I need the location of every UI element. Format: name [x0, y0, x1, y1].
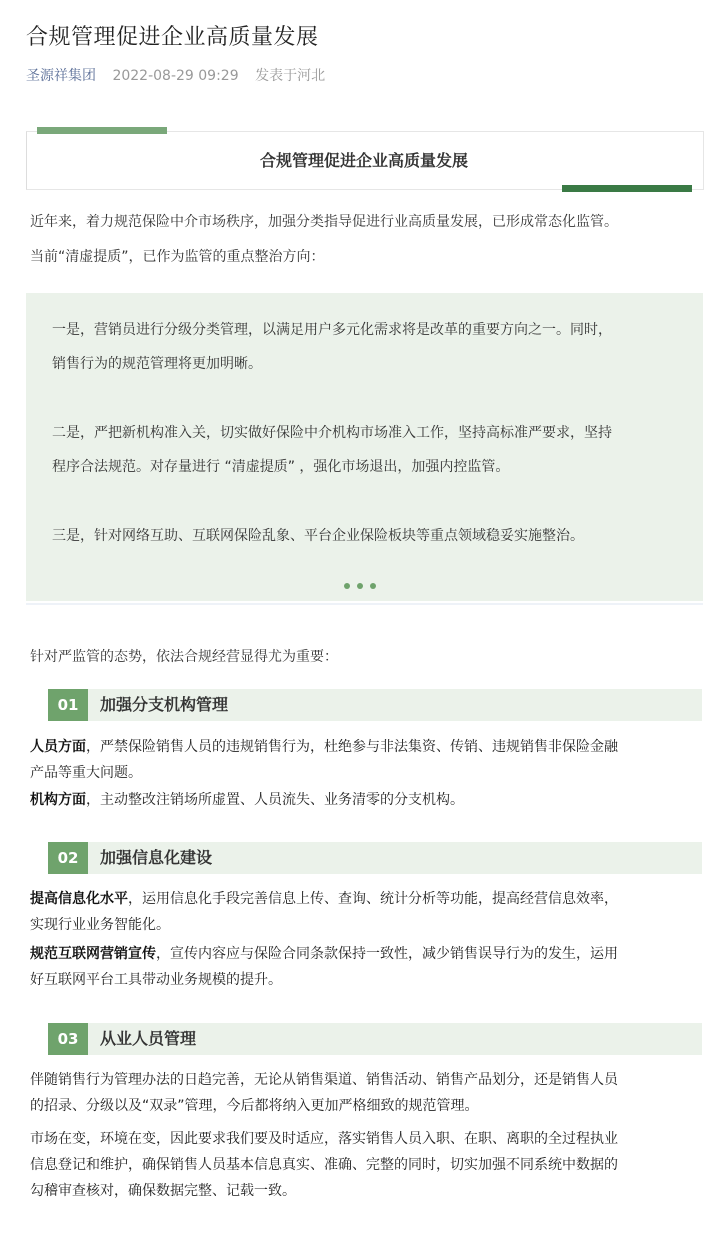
section-01-para-2-line-1: 机构方面，主动整改注销场所虚置、人员流失、业务清零的分支机构。	[30, 792, 464, 808]
point-1-line-1: 一是，营销员进行分级分类管理，以满足用户多元化需求将是改革的重要方向之一。同时，	[52, 322, 612, 338]
ellipsis-dots-icon	[344, 574, 383, 593]
divider	[26, 603, 703, 605]
section-01-para-1-line-1: 人员方面，严禁保险销售人员的违规销售行为，杜绝参与非法集资、传销、违规销售非保险金融	[30, 739, 618, 755]
section-number: 01	[48, 689, 88, 721]
section-title: 加强分支机构管理	[100, 695, 229, 714]
section-number: 03	[48, 1023, 88, 1055]
article-meta	[26, 65, 325, 85]
publish-location: 发表于河北	[255, 68, 326, 84]
section-header-01	[48, 689, 702, 721]
section-02-para-1-line-1: 提高信息化水平，运用信息化手段完善信息上传、查询、统计分析等功能，提高经营信息效率，	[30, 891, 618, 907]
article-title: 合规管理促进企业高质量发展	[26, 25, 319, 50]
section-03-para-2-line-3: 勾稽审查核对，确保数据完整、记载一致。	[30, 1183, 296, 1199]
section-header-03	[48, 1023, 702, 1055]
point-2-line-2: 程序合法规范。对存量进行 “清虚提质” ，强化市场退出，加强内控监管。	[52, 459, 510, 475]
header-accent-bottom	[562, 185, 692, 192]
point-1-line-2: 销售行为的规范管理将更加明晰。	[52, 356, 262, 372]
section-title: 加强信息化建设	[100, 848, 213, 867]
section-03-para-2-line-2: 信息登记和维护，确保销售人员基本信息真实、准确、完整的同时，切实加强不同系统中数据的	[30, 1157, 618, 1173]
point-3-line-1: 三是，针对网络互助、互联网保险乱象、平台企业保险板块等重点领域稳妥实施整治。	[52, 528, 584, 544]
bold-term: 提高信息化水平	[30, 891, 128, 907]
section-02-para-1-line-2: 实现行业业务智能化。	[30, 917, 170, 933]
point-2-line-1: 二是，严把新机构准入关，切实做好保险中介机构市场准入工作，坚持高标准严要求，坚持	[52, 425, 612, 441]
intro-line-2: 当前“清虚提质”，已作为监管的重点整治方向：	[30, 249, 325, 265]
section-02-para-2-line-1: 规范互联网营销宣传，宣传内容应与保险合同条款保持一致性，减少销售误导行为的发生，运用	[30, 946, 618, 962]
header-box-title: 合规管理促进企业高质量发展	[259, 151, 468, 170]
bold-term: 规范互联网营销宣传	[30, 946, 156, 962]
author-link[interactable]: 圣源祥集团	[26, 68, 96, 84]
section-03-para-2-line-1: 市场在变，环境在变，因此要求我们要及时适应，落实销售人员入职、在职、离职的全过程执业	[30, 1131, 618, 1147]
lead-text: 针对严监管的态势，依法合规经营显得尤为重要：	[30, 649, 338, 665]
header-accent-top	[37, 127, 167, 134]
intro-line-1: 近年来，着力规范保险中介市场秩序，加强分类指导促进行业高质量发展，已形成常态化监管。	[30, 214, 618, 230]
section-01-para-1-line-2: 产品等重大问题。	[30, 765, 142, 781]
section-02-para-2-line-2: 好互联网平台工具带动业务规模的提升。	[30, 972, 282, 988]
bold-term: 人员方面	[30, 739, 86, 755]
section-number: 02	[48, 842, 88, 874]
section-title: 从业人员管理	[100, 1029, 197, 1048]
bold-term: 机构方面	[30, 792, 86, 808]
section-03-para-1-line-1: 伴随销售行为管理办法的日趋完善，无论从销售渠道、销售活动、销售产品划分，还是销售人员	[30, 1072, 618, 1088]
section-03-para-1-line-2: 的招录、分级以及“双录”管理，今后都将纳入更加严格细致的规范管理。	[30, 1098, 479, 1114]
section-header-02	[48, 842, 702, 874]
publish-time: 2022-08-29 09:29	[112, 68, 239, 84]
